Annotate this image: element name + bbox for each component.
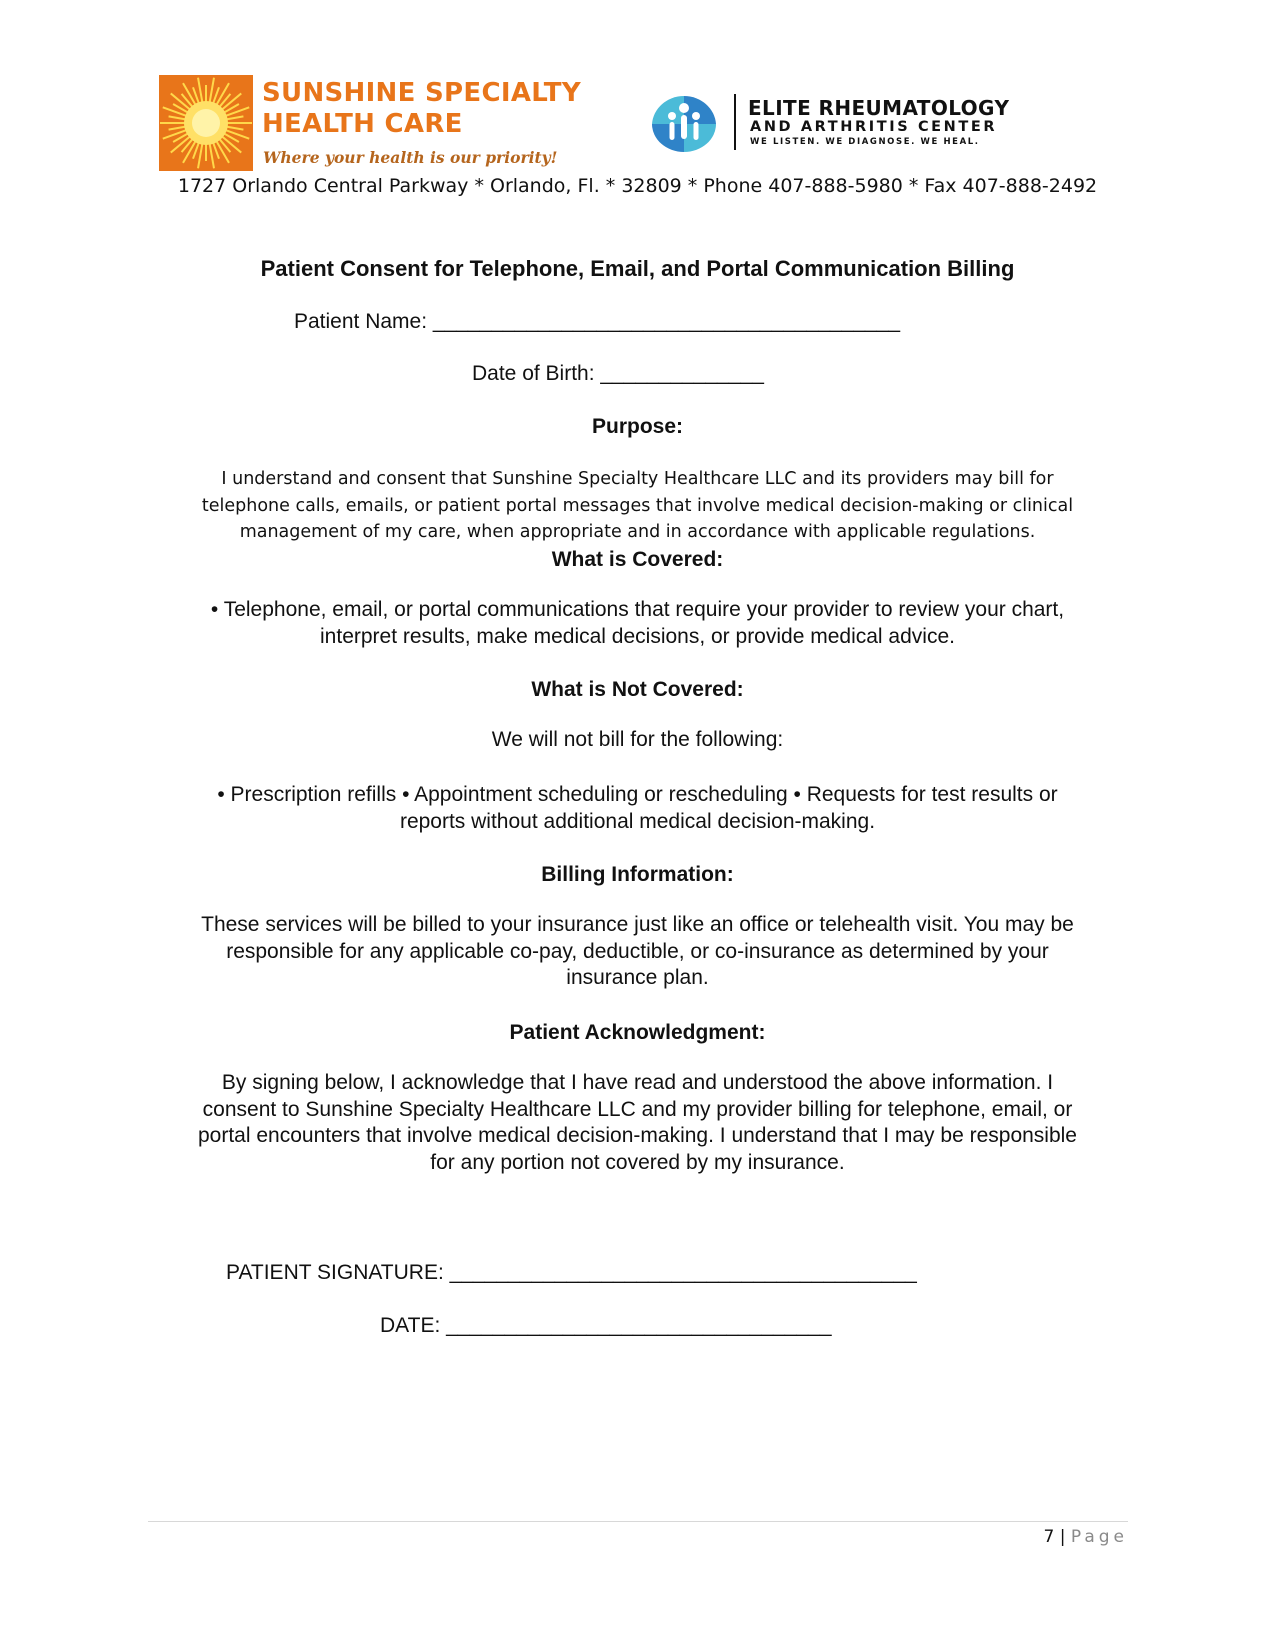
- billing-line: insurance plan.: [566, 966, 709, 989]
- not-covered-intro: We will not bill for the following:: [491, 728, 784, 751]
- document-title: Patient Consent for Telephone, Email, and Portal Communication Billing: [260, 256, 1015, 281]
- elite-brand-line2: AND ARTHRITIS CENTER: [750, 119, 998, 135]
- acknowledgment-line: consent to Sunshine Specialty Healthcare LLC and my provider billing for telephone, email, or: [202, 1097, 1073, 1121]
- covered-heading: What is Covered:: [551, 548, 724, 571]
- elite-brand-line1: ELITE RHEUMATOLOGY: [748, 96, 1010, 120]
- page-number: 7: [1043, 1527, 1055, 1547]
- date-of-birth-field[interactable]: Date of Birth: ______________: [472, 362, 764, 385]
- acknowledgment-heading: Patient Acknowledgment:: [509, 1021, 766, 1044]
- page-word: Page: [1070, 1527, 1128, 1547]
- sunshine-sun-logo: [159, 75, 253, 171]
- not-covered-line: reports without additional medical decision-making.: [399, 809, 876, 833]
- patient-name-field[interactable]: Patient Name: ________________________________________: [294, 310, 901, 333]
- not-covered-line: • Prescription refills • Appointment scheduling or rescheduling • Requests for test results or: [217, 783, 1058, 806]
- billing-heading: Billing Information:: [541, 863, 734, 886]
- purpose-line: I understand and consent that Sunshine Specialty Healthcare LLC and its providers may bill for: [221, 469, 1054, 489]
- acknowledgment-line: By signing below, I acknowledge that I have read and understood the above information. I: [221, 1071, 1054, 1094]
- not-covered-heading: What is Not Covered:: [531, 678, 744, 701]
- acknowledgment-line: portal encounters that involve medical decision-making. I understand that I may be responsible: [198, 1124, 1077, 1147]
- acknowledgment-text: [0, 1070, 1275, 1176]
- elite-brand-line3: WE LISTEN. WE DIAGNOSE. WE HEAL.: [750, 137, 980, 147]
- covered-text: [0, 597, 1275, 650]
- sunshine-tagline: Where your health is our priority!: [263, 148, 558, 167]
- signature-date-field[interactable]: DATE: _________________________________: [380, 1314, 832, 1337]
- page-footer: [1043, 1527, 1128, 1547]
- footer-divider: [148, 1521, 1128, 1522]
- sunshine-brand-name: [262, 78, 581, 140]
- sunshine-brand-line1: SUNSHINE SPECIALTY: [262, 78, 581, 108]
- clinic-address: 1727 Orlando Central Parkway * Orlando, Fl. * 32809 * Phone 407-888-5980 * Fax 407-888-2492: [177, 175, 1098, 197]
- purpose-line: management of my care, when appropriate and in accordance with applicable regulations.: [239, 522, 1036, 542]
- covered-line: • Telephone, email, or portal communications that require your provider to review your chart,: [210, 598, 1065, 621]
- sunshine-brand-line2: HEALTH CARE: [262, 109, 463, 139]
- covered-line: interpret results, make medical decisions, or provide medical advice.: [320, 624, 955, 648]
- billing-text: [0, 912, 1275, 992]
- purpose-heading: Purpose:: [591, 415, 683, 438]
- acknowledgment-line: for any portion not covered by my insurance.: [430, 1150, 845, 1174]
- billing-line: responsible for any applicable co-pay, deductible, or co-insurance as determined by your: [226, 939, 1049, 963]
- sun-icon: [159, 75, 253, 171]
- logo-divider: [734, 94, 736, 150]
- page-separator: |: [1054, 1527, 1071, 1547]
- elite-logo-icon: [648, 94, 720, 154]
- patient-signature-field[interactable]: PATIENT SIGNATURE: ________________________________________: [226, 1261, 917, 1284]
- not-covered-text: [0, 782, 1275, 835]
- billing-line: These services will be billed to your insurance just like an office or telehealth visit. You may be: [201, 913, 1074, 936]
- purpose-line: telephone calls, emails, or patient portal messages that involve medical decision-making or clinical: [201, 495, 1074, 516]
- purpose-text: [0, 466, 1275, 546]
